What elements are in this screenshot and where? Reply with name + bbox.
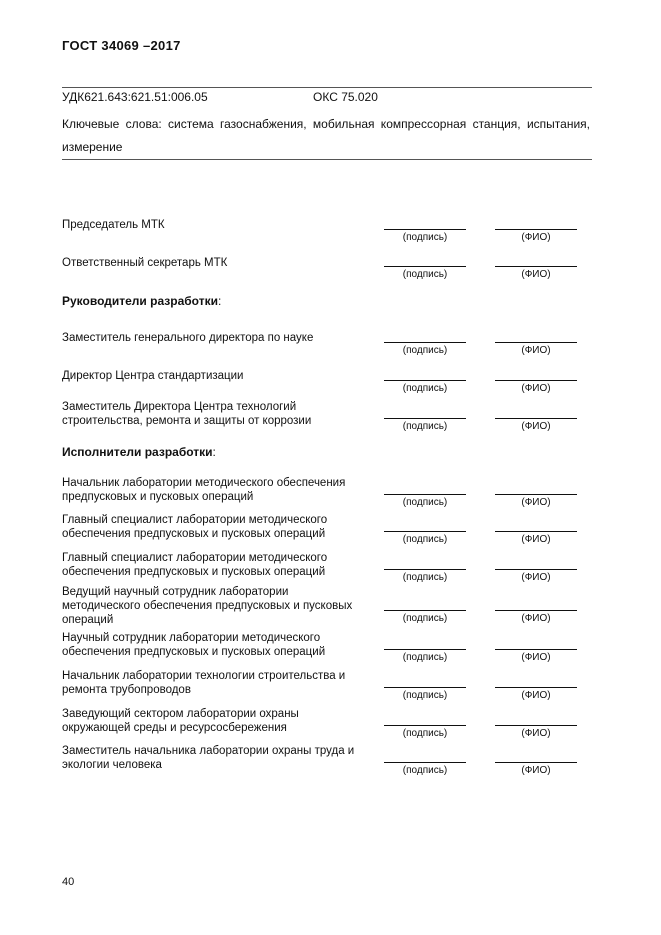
role-label: Заведующий сектором лаборатории охраны окружающей среды и ресурсосбережения [62, 708, 299, 734]
signature-caption: (подпись) [402, 652, 448, 663]
section-leaders-label: Руководители разработки [62, 294, 218, 308]
name-line [495, 610, 577, 611]
name-line [495, 569, 577, 570]
name-caption: (ФИО) [521, 690, 551, 701]
role-label: Ведущий научный сотрудник лаборатории методического обеспечения предпусковых и пусковых операций [62, 586, 353, 626]
name-line [495, 762, 577, 763]
name-caption: (ФИО) [521, 534, 551, 545]
name-line [495, 380, 577, 381]
name-caption: (ФИО) [521, 497, 551, 508]
section-executors-heading [62, 445, 216, 459]
section-leaders-heading [62, 294, 221, 308]
role-label: Директор Центра стандартизации [62, 370, 244, 382]
signature-line [384, 649, 466, 650]
name-caption: (ФИО) [521, 345, 551, 356]
page-number: 40 [62, 876, 75, 888]
name-line [495, 266, 577, 267]
role-label: Научный сотрудник лаборатории методического обеспечения предпусковых и пусковых операций [62, 632, 326, 658]
role-label: Начальник лаборатории технологии строительства и ремонта трубопроводов [62, 670, 346, 696]
role-label: Заместитель Директора Центра технологий строительства, ремонта и защиты от коррозии [62, 401, 312, 427]
signature-line [384, 569, 466, 570]
name-caption: (ФИО) [521, 765, 551, 776]
section-leaders-colon: : [217, 294, 222, 308]
oks-code: ОКС 75.020 [313, 90, 378, 104]
signature-caption: (подпись) [402, 765, 448, 776]
keywords: Ключевые слова: система газоснабжения, мобильная компрессорная станция, испытания, измерение [62, 117, 590, 154]
name-caption: (ФИО) [521, 613, 551, 624]
top-rule [62, 87, 592, 88]
role-label: Ответственный секретарь МТК [62, 257, 228, 269]
udk-code: УДК621.643:621.51:006.05 [62, 90, 208, 104]
name-line [495, 342, 577, 343]
name-line [495, 687, 577, 688]
name-caption: (ФИО) [521, 728, 551, 739]
role-label: Главный специалист лаборатории методического обеспечения предпусковых и пусковых операций [62, 552, 328, 578]
signature-line [384, 266, 466, 267]
signature-line [384, 342, 466, 343]
name-line [495, 531, 577, 532]
signature-line [384, 725, 466, 726]
name-caption: (ФИО) [521, 572, 551, 583]
name-caption: (ФИО) [521, 232, 551, 243]
name-caption: (ФИО) [521, 421, 551, 432]
bottom-rule [62, 159, 592, 160]
signature-caption: (подпись) [402, 690, 448, 701]
signature-line [384, 418, 466, 419]
document-header: ГОСТ 34069 –2017 [62, 38, 181, 53]
signature-line [384, 531, 466, 532]
signature-caption: (подпись) [402, 534, 448, 545]
signature-caption: (подпись) [402, 421, 448, 432]
signature-line [384, 229, 466, 230]
name-line [495, 494, 577, 495]
section-executors-colon: : [212, 445, 216, 459]
signature-line [384, 494, 466, 495]
name-line [495, 725, 577, 726]
signature-caption: (подпись) [402, 345, 448, 356]
role-label: Главный специалист лаборатории методического обеспечения предпусковых и пусковых операций [62, 514, 328, 540]
name-caption: (ФИО) [521, 383, 551, 394]
signature-caption: (подпись) [402, 497, 448, 508]
name-caption: (ФИО) [521, 652, 551, 663]
role-label: Заместитель начальника лаборатории охраны труда и экологии человека [62, 745, 355, 771]
signature-caption: (подпись) [402, 613, 448, 624]
name-line [495, 229, 577, 230]
signature-line [384, 380, 466, 381]
signature-line [384, 762, 466, 763]
signature-caption: (подпись) [402, 572, 448, 583]
signature-line [384, 687, 466, 688]
section-executors-label: Исполнители разработки [62, 445, 213, 459]
name-line [495, 649, 577, 650]
signature-caption: (подпись) [402, 383, 448, 394]
role-label: Начальник лаборатории методического обеспечения предпусковых и пусковых операций [62, 477, 346, 503]
signature-caption: (подпись) [402, 728, 448, 739]
signature-caption: (подпись) [402, 232, 448, 243]
role-label: Председатель МТК [62, 219, 165, 231]
signature-line [384, 610, 466, 611]
signature-caption: (подпись) [402, 269, 448, 280]
name-line [495, 418, 577, 419]
name-caption: (ФИО) [521, 269, 551, 280]
role-label: Заместитель генерального директора по науке [62, 332, 314, 344]
